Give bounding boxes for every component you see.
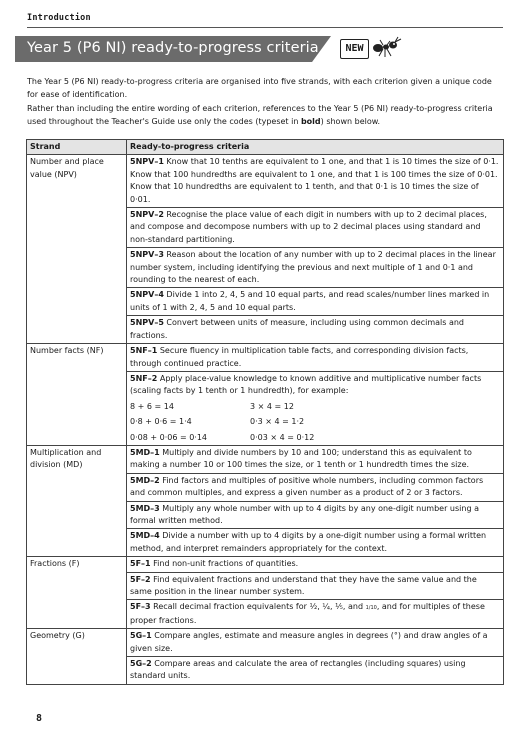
intro-paragraph-2: Rather than including the entire wording of each criterion, references to the Year 5 (P6 NI) ready-to-progress criteria used throughout the Teacher's Guide use only the codes (typeset in bold) shown below. — [27, 104, 493, 126]
strand-npv: Number and place value (NPV) — [27, 155, 127, 344]
criterion-5f-1: 5F–1 Find non-unit fractions of quantities. — [127, 557, 504, 572]
ant-icon — [369, 36, 403, 58]
strand-md: Multiplication and division (MD) — [27, 445, 127, 556]
criterion-5md-1: 5MD–1 Multiply and divide numbers by 10 and 100; understand this as equivalent to making a number 10 or 100 times the size, or 1 tenth or 1 hundredth times the size. — [127, 445, 504, 473]
criterion-5nf-1: 5NF–1 Secure fluency in multiplication table facts, and corresponding division facts, through continued practice. — [127, 344, 504, 372]
strand-f: Fractions (F) — [27, 557, 127, 629]
example-line: 0·8 + 0·6 = 1·4 0·3 × 4 = 1·2 — [130, 417, 305, 427]
page-title: Year 5 (P6 NI) ready-to-progress criteria — [27, 40, 319, 56]
criteria-table — [26, 139, 504, 685]
criterion-5f-2: 5F–2 Find equivalent fractions and understand that they have the same value and the same position in the linear number system. — [127, 572, 504, 600]
header-rule — [27, 27, 503, 28]
example-line: 8 + 6 = 14 3 × 4 = 12 — [130, 401, 294, 411]
section-label: Introduction — [27, 13, 91, 23]
criterion-5nf-2: 5NF–2 Apply place-value knowledge to known additive and multiplicative number facts (scaling facts by 1 tenth or 1 hundredth), for example: 8 + 6 = 14 3 × 4 = 12 0·8 + 0·6 = 1·4 0·3 × 4 = 1·2 0·08 + 0·06 = 0·14 0·03 × 4 = 0·12 — [127, 371, 504, 445]
criterion-5npv-3: 5NPV–3 Reason about the location of any number with up to 2 decimal places in the linear number system, including identifying the previous and next multiple of 1 and 0·1 and rounding to the nearest of each. — [127, 248, 504, 288]
criterion-5g-1: 5G–1 Compare angles, estimate and measure angles in degrees (°) and draw angles of a given size. — [127, 629, 504, 657]
criterion-5npv-4: 5NPV–4 Divide 1 into 2, 4, 5 and 10 equal parts, and read scales/number lines marked in units of 1 with 2, 4, 5 and 10 equal parts. — [127, 288, 504, 316]
table-header-row — [27, 140, 504, 155]
unit-fractions: ½, ¼, ⅕, — [309, 602, 348, 612]
criteria-header: Ready-to-progress criteria — [127, 140, 504, 155]
table-row — [27, 445, 504, 473]
criterion-5f-3: 5F–3 Recall decimal fraction equivalents for ½, ¼, ⅕, and 1/10, and for multiples of these proper fractions. — [127, 600, 504, 629]
example-line: 0·08 + 0·06 = 0·14 0·03 × 4 = 0·12 — [130, 432, 315, 442]
page-number: 8 — [36, 713, 43, 724]
strand-g: Geometry (G) — [27, 629, 127, 685]
new-badge: NEW — [340, 39, 369, 59]
strand-nf: Number facts (NF) — [27, 344, 127, 446]
criterion-5md-2: 5MD–2 Find factors and multiples of positive whole numbers, including common factors and common multiples, and express a given number as a product of 2 or 3 factors. — [127, 473, 504, 501]
table-row — [27, 557, 504, 572]
criterion-5g-2: 5G–2 Compare areas and calculate the area of rectangles (including squares) using standard units. — [127, 657, 504, 685]
table-row — [27, 629, 504, 657]
criterion-5npv-5: 5NPV–5 Convert between units of measure, including using common decimals and fractions. — [127, 316, 504, 344]
strand-header: Strand — [27, 140, 127, 155]
criterion-5md-3: 5MD–3 Multiply any whole number with up to 4 digits by any one-digit number using a formal written method. — [127, 501, 504, 529]
criterion-5md-4: 5MD–4 Divide a number with up to 4 digits by a one-digit number using a formal written method, and interpret remainders appropriately for the context. — [127, 529, 504, 557]
criterion-5npv-2: 5NPV–2 Recognise the place value of each digit in numbers with up to 2 decimal places, and compose and decompose numbers with up to 2 decimal places using standard and non-standard partitioning. — [127, 208, 504, 248]
table-row — [27, 344, 504, 372]
table-row — [27, 155, 504, 208]
intro-paragraph-1: The Year 5 (P6 NI) ready-to-progress criteria are organised into five strands, with each criterion given a unique code for ease of identification. — [27, 77, 492, 99]
criterion-5npv-1: 5NPV–1 Know that 10 tenths are equivalent to 1 one, and that 1 is 10 times the size of 0·1. Know that 100 hundredths are equivalent to 1 one, and that 1 is 100 times the size of 0·01. Know that 10 hundredths are equivalent to 1 tenth, and that 0·1 is 10 times the size of 0·01. — [127, 155, 504, 208]
tenth-fraction: 1/10 — [365, 605, 377, 612]
